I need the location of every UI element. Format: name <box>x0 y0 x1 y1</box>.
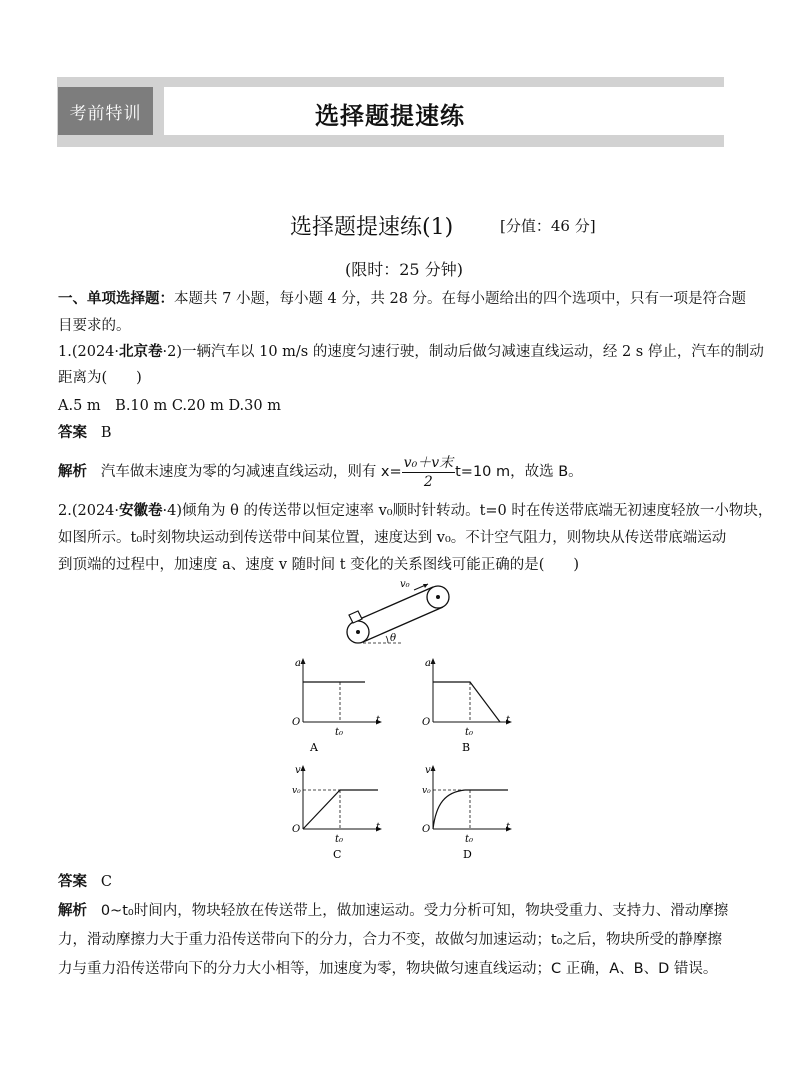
belt-v0-label: v₀ <box>400 579 410 590</box>
fraction-numerator: v₀＋v末 <box>403 454 454 471</box>
q1-analysis <box>58 452 583 492</box>
q1-analysis-result: t=10 m，故选 B。 <box>455 464 583 480</box>
q1-options: A.5 m B.10 m C.20 m D.30 m <box>58 398 281 414</box>
graph-d-label: D <box>463 848 472 861</box>
q2-analysis-label: 解析 <box>58 903 87 919</box>
header-title: 选择题提速练 <box>315 102 465 130</box>
axis-label-t: t <box>506 715 511 726</box>
t0-label: t₀ <box>335 727 344 738</box>
axis-label-t: t <box>506 822 511 833</box>
graph-b-line <box>433 682 500 722</box>
origin-label: O <box>292 824 301 835</box>
q2-stem-line1 <box>58 501 772 521</box>
time-limit: (限时：25 分钟) <box>345 260 463 279</box>
q2-stem-line3: 到顶端的过程中，加速度 a、速度 v 随时间 t 变化的关系图线可能正确的是( ) <box>58 557 580 573</box>
q1-analysis-text: 汽车做末速度为零的匀减速直线运动，则有 x= <box>100 464 402 480</box>
t0-label: t₀ <box>465 834 474 845</box>
section-title: 选择题提速练(1) <box>290 215 454 240</box>
fraction-denominator: 2 <box>423 473 433 490</box>
q2-analysis-line1 <box>58 901 728 921</box>
q1-stem-line2: 距离为( ) <box>58 370 142 386</box>
section-score: [分值：46 分] <box>500 217 596 235</box>
part1-intro-line2: 目要求的。 <box>58 318 131 334</box>
q2-answer-value: C <box>100 874 112 890</box>
axis-label-a: a <box>295 658 301 669</box>
part1-intro-line1 <box>58 289 746 309</box>
origin-label: O <box>422 824 431 835</box>
graph-c-line <box>303 790 378 829</box>
q1-stem-text: ·2)一辆汽车以 10 m/s 的速度匀速行驶，制动后做匀减速直线运动，经 2 s 停止，汽车的制动 <box>162 344 764 360</box>
graph-d-curve <box>433 790 508 829</box>
graph-c-label: C <box>333 848 342 861</box>
header-tag: 考前特训 <box>58 87 153 135</box>
q2-stem-text: ·4)倾角为 θ 的传送带以恒定速率 v₀顺时针转动。t=0 时在传送带底端无初速度轻放一小物块， <box>162 503 773 519</box>
graph-b-label: B <box>462 741 471 754</box>
part1-heading: 一、单项选择题： <box>58 291 174 307</box>
graph-d <box>420 762 520 862</box>
q2-number: 2.(2024· <box>58 503 120 519</box>
q1-source: 北京卷 <box>119 344 163 360</box>
origin-label: O <box>292 717 301 728</box>
axis-label-a: a <box>425 658 431 669</box>
q2-stem-line2: 如图所示。t₀时刻物块运动到传送带中间某位置，速度达到 v₀。不计空气阻力，则物块从传送带底端运动 <box>58 530 727 546</box>
q1-number: 1.(2024· <box>58 344 120 360</box>
q1-fraction <box>402 454 455 491</box>
axis-label-t: t <box>376 715 381 726</box>
q2-answer <box>58 872 112 892</box>
t0-label: t₀ <box>465 727 474 738</box>
q2-analysis-text1: 0~t₀时间内，物块轻放在传送带上，做加速运动。受力分析可知，物块受重力、支持力、滑动摩擦 <box>100 903 729 919</box>
q1-answer <box>58 423 111 443</box>
t0-label: t₀ <box>335 834 344 845</box>
q1-answer-value: B <box>100 425 112 441</box>
v0-tick-label: v₀ <box>292 786 301 796</box>
q2-analysis-line3: 力与重力沿传送带向下的分力大小相等，加速度为零，物块做匀速直线运动；C 正确，A、B、D 错误。 <box>58 961 718 977</box>
axis-label-t: t <box>376 822 381 833</box>
graph-a-label: A <box>310 741 318 754</box>
graph-b <box>420 655 520 755</box>
q2-answer-label: 答案 <box>58 874 87 890</box>
q1-stem-line1 <box>58 342 764 362</box>
q2-source: 安徽卷 <box>119 503 163 519</box>
conveyor-belt <box>347 586 449 643</box>
theta-label: θ <box>390 633 397 644</box>
graph-a <box>290 655 390 755</box>
v0-tick-label: v₀ <box>422 786 431 796</box>
conveyor-belt-diagram <box>330 575 470 650</box>
q1-answer-label: 答案 <box>58 425 87 441</box>
axis-label-v: v <box>425 765 431 776</box>
axis-label-v: v <box>295 765 301 776</box>
q2-analysis-line2: 力，滑动摩擦力大于重力沿传送带向下的分力，合力不变，故做匀加速运动；t₀之后，物块所受的静摩擦 <box>58 932 722 948</box>
q1-analysis-label: 解析 <box>58 464 87 480</box>
part1-desc: 本题共 7 小题，每小题 4 分，共 28 分。在每小题给出的四个选项中，只有一项是符合题 <box>174 291 747 307</box>
origin-label: O <box>422 717 431 728</box>
graph-c <box>290 762 390 862</box>
